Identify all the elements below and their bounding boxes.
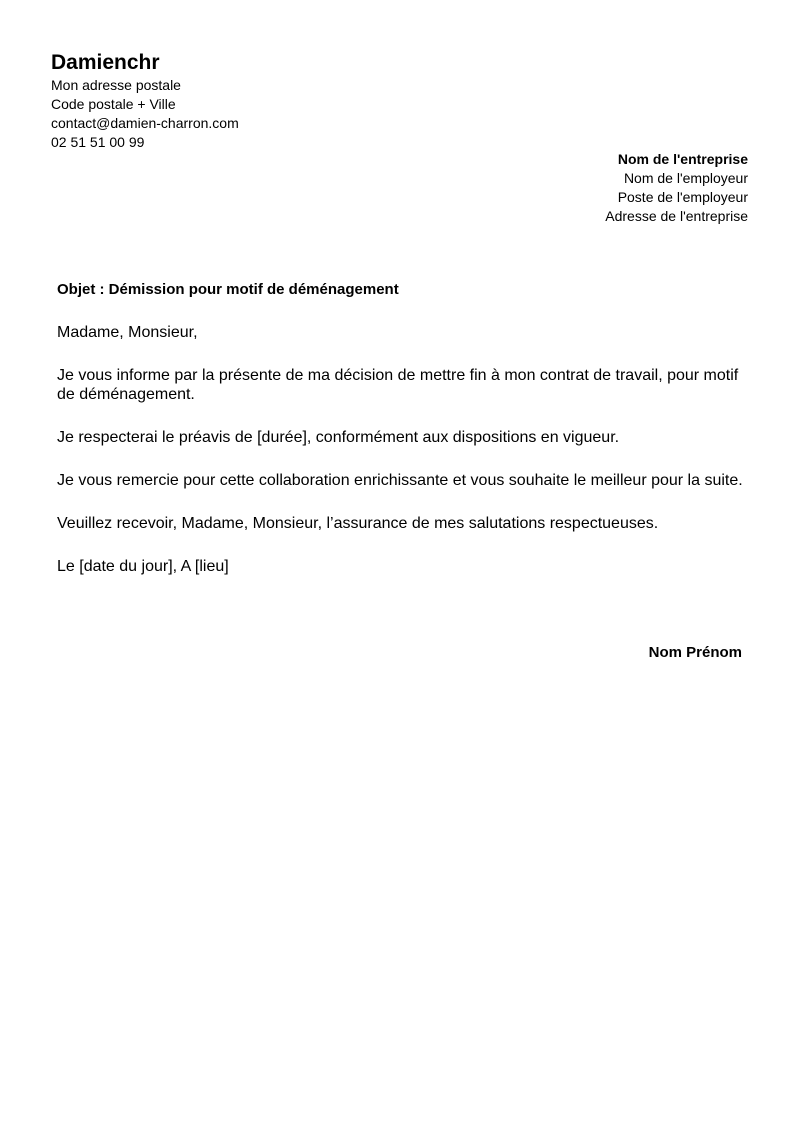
letter-body xyxy=(57,280,747,600)
sender-name: Damienchr xyxy=(51,51,160,74)
sender-email: contact@damien-charron.com xyxy=(51,115,239,131)
recipient-company-address: Adresse de l'entreprise xyxy=(605,208,748,224)
letter-subject: Objet : Démission pour motif de déménagement xyxy=(57,281,399,298)
sender-address: Mon adresse postale xyxy=(51,77,181,93)
sender-block xyxy=(51,50,239,152)
recipient-company: Nom de l'entreprise xyxy=(617,151,748,167)
sender-phone: 02 51 51 00 99 xyxy=(51,134,145,150)
letter-closing: Veuillez recevoir, Madame, Monsieur, l’assurance de mes salutations respectueuses. xyxy=(57,515,659,532)
letter-greeting: Madame, Monsieur, xyxy=(57,324,198,341)
letter-date-place: Le [date du jour], A [lieu] xyxy=(57,558,229,575)
recipient-block xyxy=(605,150,748,226)
sender-postal-city: Code postale + Ville xyxy=(51,96,176,112)
recipient-employer-name: Nom de l'employeur xyxy=(623,170,748,186)
letter-paragraph: Je vous remercie pour cette collaboration enrichissante et vous souhaite le meilleur pour la suite. xyxy=(57,472,743,489)
letter-paragraph: Je respecterai le préavis de [durée], conformément aux dispositions en vigueur. xyxy=(57,429,620,446)
recipient-employer-position: Poste de l'employeur xyxy=(617,189,748,205)
letter-paragraph: Je vous informe par la présente de ma décision de mettre fin à mon contrat de travail, pour motif de déménagement. xyxy=(57,367,739,403)
signature: Nom Prénom xyxy=(648,644,742,661)
